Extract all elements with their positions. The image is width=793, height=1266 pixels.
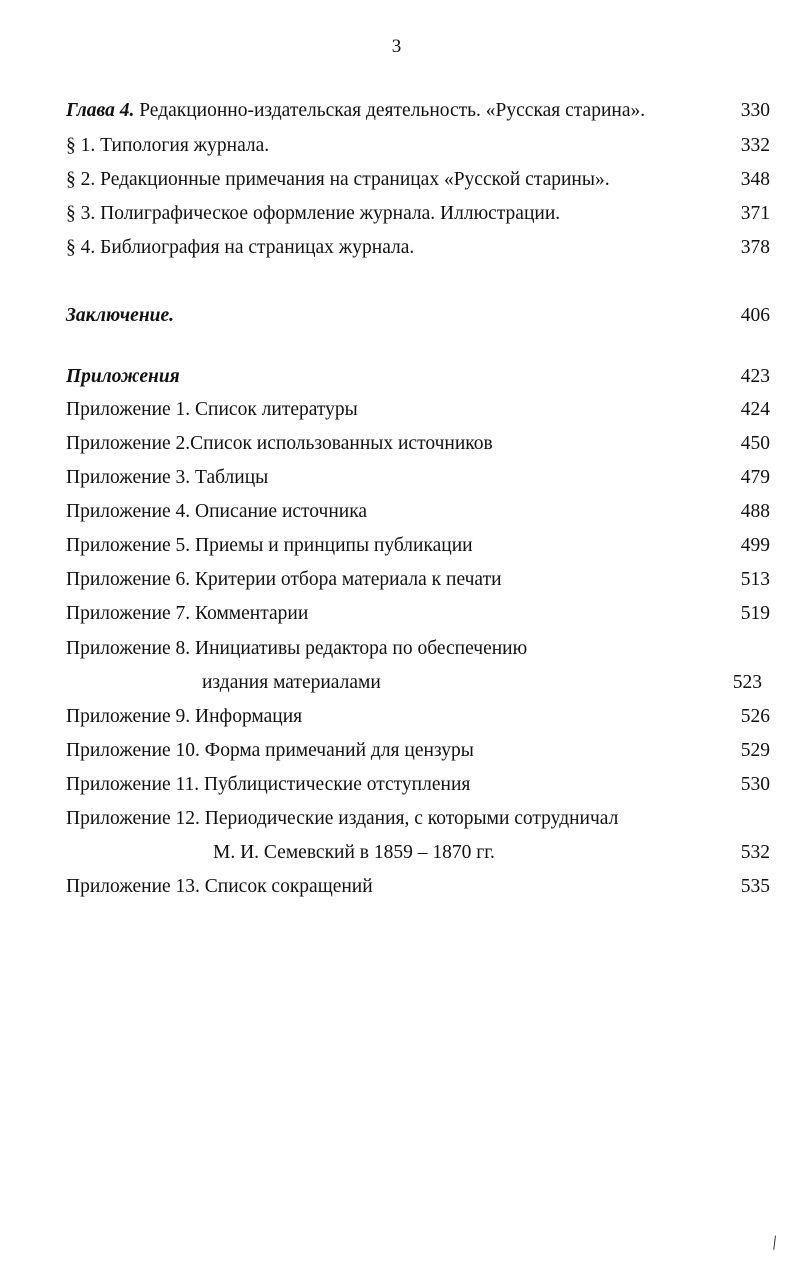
page-ref: 479 xyxy=(740,467,770,488)
appendix-title-continued: издания материалами xyxy=(202,672,381,693)
appendix-title: Приложение 5. Приемы и принципы публикации xyxy=(66,535,473,556)
page-ref: 519 xyxy=(740,603,770,624)
toc-appendix-1 xyxy=(66,397,770,423)
page-ref: 530 xyxy=(740,774,770,795)
toc-appendix-12-continued xyxy=(66,840,770,866)
toc-appendix-9 xyxy=(66,704,770,730)
page-ref: 424 xyxy=(740,399,770,420)
appendix-title: Приложение 11. Публицистические отступления xyxy=(66,774,471,795)
toc-conclusion xyxy=(66,303,770,329)
toc-appendix-4 xyxy=(66,499,770,525)
toc-appendix-7 xyxy=(66,601,770,627)
appendix-title: Приложение 2.Список использованных источников xyxy=(66,433,493,454)
appendix-title: Приложение 13. Список сокращений xyxy=(66,876,373,897)
section-title: § 1. Типология журнала. xyxy=(66,135,270,156)
toc-appendix-2 xyxy=(66,431,770,457)
appendix-title: Приложение 6. Критерии отбора материала к печати xyxy=(66,569,502,590)
appendix-title-continued: М. И. Семевский в 1859 – 1870 гг. xyxy=(213,842,495,863)
toc-appendix-13 xyxy=(66,874,770,900)
page-ref: 423 xyxy=(740,366,770,387)
toc-section-4 xyxy=(66,235,770,261)
appendix-title: Приложение 9. Информация xyxy=(66,706,303,727)
page-ref: 332 xyxy=(740,135,770,156)
toc-appendix-3 xyxy=(66,465,770,491)
appendices-title: Приложения xyxy=(66,366,180,387)
page-ref: 406 xyxy=(740,305,770,326)
toc-appendix-11 xyxy=(66,772,770,798)
toc-appendix-8-continued xyxy=(66,670,770,696)
page-ref: 378 xyxy=(740,237,770,258)
toc-section-3 xyxy=(66,201,770,227)
toc-chapter-4-heading xyxy=(66,98,770,124)
page-ref: 513 xyxy=(740,569,770,590)
page-ref: 523 xyxy=(732,672,762,693)
toc-appendix-10 xyxy=(66,738,770,764)
chapter-label: Глава 4. xyxy=(66,100,135,121)
toc-appendix-8 xyxy=(66,636,770,662)
toc-appendix-5 xyxy=(66,533,770,559)
appendix-title: Приложение 10. Форма примечаний для цензуры xyxy=(66,740,474,761)
appendix-title: Приложение 3. Таблицы xyxy=(66,467,269,488)
appendix-title: Приложение 1. Список литературы xyxy=(66,399,358,420)
toc-section-1 xyxy=(66,133,770,159)
page-ref: 499 xyxy=(740,535,770,556)
appendix-title: Приложение 4. Описание источника xyxy=(66,501,368,522)
page-ref: 529 xyxy=(740,740,770,761)
toc-appendices-heading xyxy=(66,364,770,390)
toc-section-2 xyxy=(66,167,770,193)
page-ref: 488 xyxy=(740,501,770,522)
section-title: § 3. Полиграфическое оформление журнала. Иллюстрации. xyxy=(66,203,561,224)
page-ref: 526 xyxy=(740,706,770,727)
section-title: § 4. Библиография на страницах журнала. xyxy=(66,237,415,258)
chapter-title: Редакционно-издательская деятельность. «Русская старина». xyxy=(134,100,646,121)
section-title: § 2. Редакционные примечания на страницах «Русской старины». xyxy=(66,169,610,190)
page-ref: 348 xyxy=(740,169,770,190)
page-number: 3 xyxy=(391,36,402,57)
page-ref: 450 xyxy=(740,433,770,454)
conclusion-title: Заключение. xyxy=(66,305,175,326)
toc-appendix-12 xyxy=(66,806,770,832)
page-ref: 330 xyxy=(740,100,770,121)
margin-mark: / xyxy=(769,1231,780,1255)
appendix-title: Приложение 12. Периодические издания, с которыми сотрудничал xyxy=(66,808,619,829)
appendix-title: Приложение 8. Инициативы редактора по обеспечению xyxy=(66,638,528,659)
page-ref: 532 xyxy=(740,842,770,863)
page-ref: 371 xyxy=(740,203,770,224)
page-ref: 535 xyxy=(740,876,770,897)
toc-appendix-6 xyxy=(66,567,770,593)
appendix-title: Приложение 7. Комментарии xyxy=(66,603,309,624)
